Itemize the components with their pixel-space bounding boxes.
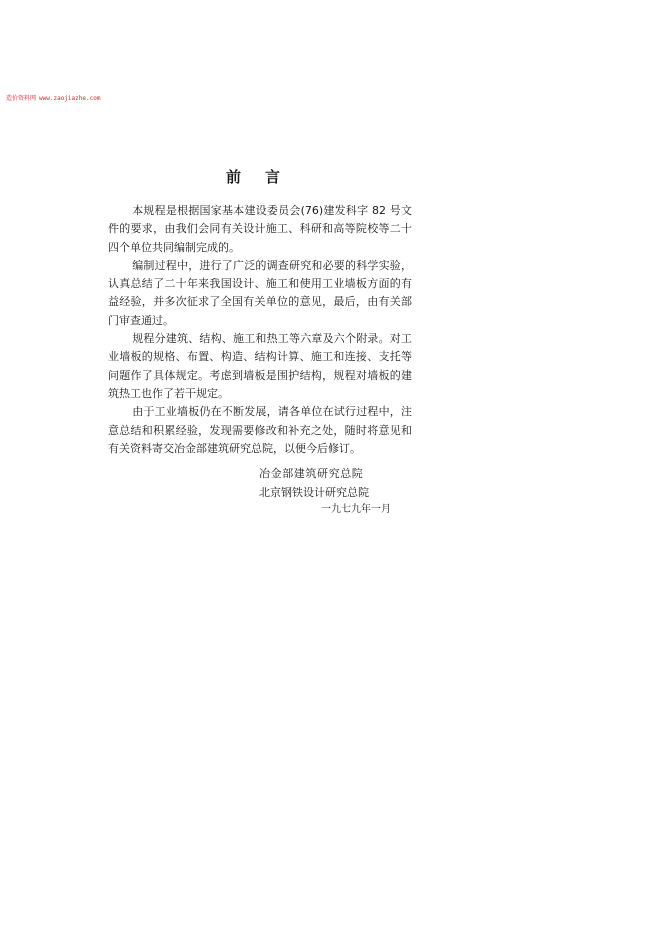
watermark-url: www.zaojiazhe.com [39, 95, 101, 102]
signature-org-2: 北京钢铁设计研究总院 [259, 486, 369, 499]
paragraph-3: 规程分建筑、结构、施工和热工等六章及六个附录。对工业墙板的规格、布置、构造、结构计算、施工和连接、支托等问题作了具体规定。考虑到墙板是围护结构，规程对墙板的建筑热工也作了若干规定。 [108, 332, 412, 400]
signature-org-1: 冶金部建筑研究总院 [259, 467, 364, 480]
page-title: 前言 [226, 168, 305, 186]
paragraph-2: 编制过程中，进行了广泛的调查研究和必要的科学实验，认真总结了二十年来我国设计、施工和使用工业墙板方面的有益经验，并多次征求了全国有关单位的意见，最后，由有关部门审查通过。 [108, 258, 412, 327]
paragraph-1: 本规程是根据国家基本建设委员会(76)建发科字 82 号文件的要求，由我们会同有关设计施工、科研和高等院校等二十四个单位共同编制完成的。 [108, 204, 412, 254]
watermark [6, 95, 100, 103]
paragraph-4: 由于工业墙板仍在不断发展，请各单位在试行过程中，注意总结和积累经验，发现需要修改和补充之处，随时将意见和有关资料寄交冶金部建筑研究总院，以便今后修订。 [108, 405, 412, 455]
preface-body [108, 202, 412, 458]
watermark-site-name: 造价资料网 [6, 95, 37, 102]
signature-date: 一九七九年一月 [321, 504, 391, 515]
